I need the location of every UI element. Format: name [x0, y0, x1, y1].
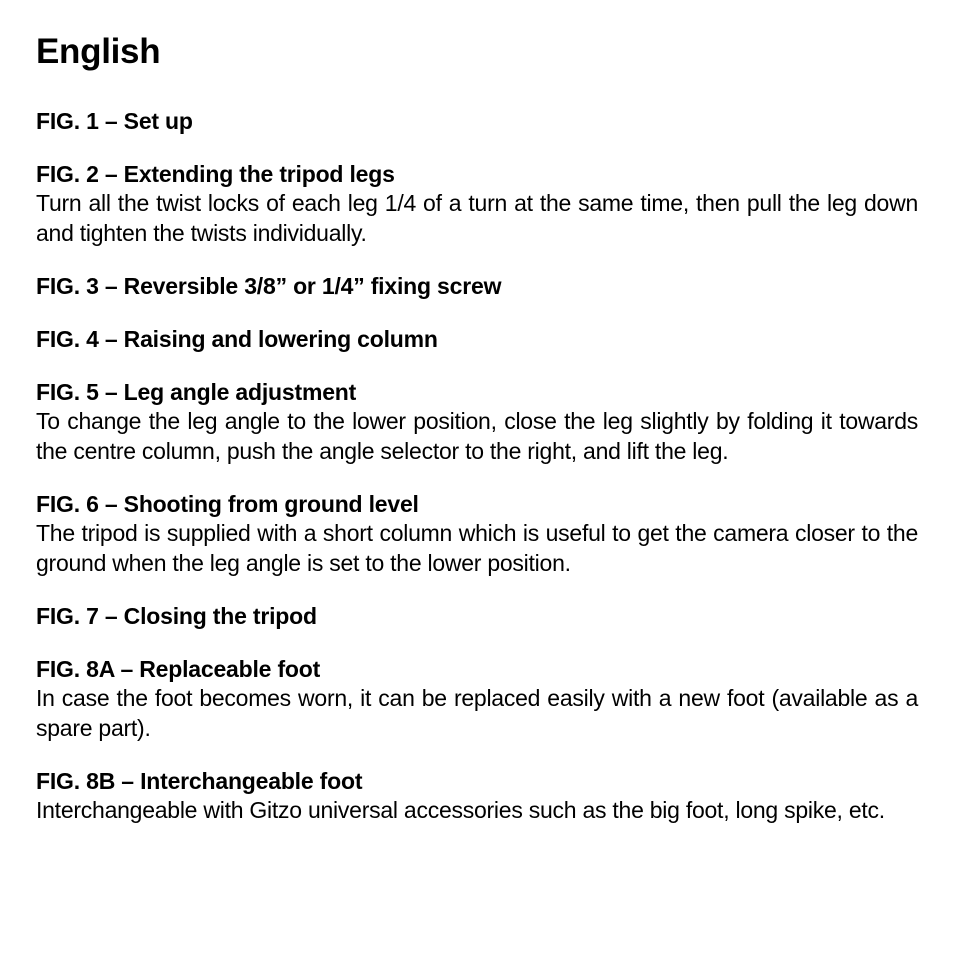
section-body: The tripod is supplied with a short column which is useful to get the camera closer to the ground when the leg angle is set to the lower position.	[36, 520, 918, 576]
section-fig-7	[36, 601, 918, 631]
section-fig-3	[36, 271, 918, 301]
section-fig-1	[36, 106, 918, 136]
section-heading: FIG. 1 – Set up	[36, 108, 193, 134]
section-heading: FIG. 6 – Shooting from ground level	[36, 491, 419, 517]
section-fig-2	[36, 159, 918, 248]
section-fig-6	[36, 489, 918, 578]
section-body: To change the leg angle to the lower position, close the leg slightly by folding it towards the centre column, push the angle selector to the right, and lift the leg.	[36, 408, 918, 464]
section-heading: FIG. 8B – Interchangeable foot	[36, 768, 363, 794]
section-fig-8b	[36, 766, 918, 826]
section-heading: FIG. 7 – Closing the tripod	[36, 603, 317, 629]
section-body: In case the foot becomes worn, it can be replaced easily with a new foot (available as a spare part).	[36, 685, 918, 741]
section-fig-4	[36, 324, 918, 354]
section-fig-5	[36, 377, 918, 466]
section-heading: FIG. 8A – Replaceable foot	[36, 656, 321, 682]
section-body: Interchangeable with Gitzo universal accessories such as the big foot, long spike, etc.	[36, 797, 885, 823]
section-heading: FIG. 3 – Reversible 3/8” or 1/4” fixing screw	[36, 273, 502, 299]
section-heading: FIG. 4 – Raising and lowering column	[36, 326, 438, 352]
page-title: English	[36, 32, 161, 71]
section-heading: FIG. 5 – Leg angle adjustment	[36, 379, 357, 405]
section-heading: FIG. 2 – Extending the tripod legs	[36, 161, 395, 187]
section-body: Turn all the twist locks of each leg 1/4 of a turn at the same time, then pull the leg down and tighten the twists individually.	[36, 190, 918, 246]
section-fig-8a	[36, 654, 918, 743]
